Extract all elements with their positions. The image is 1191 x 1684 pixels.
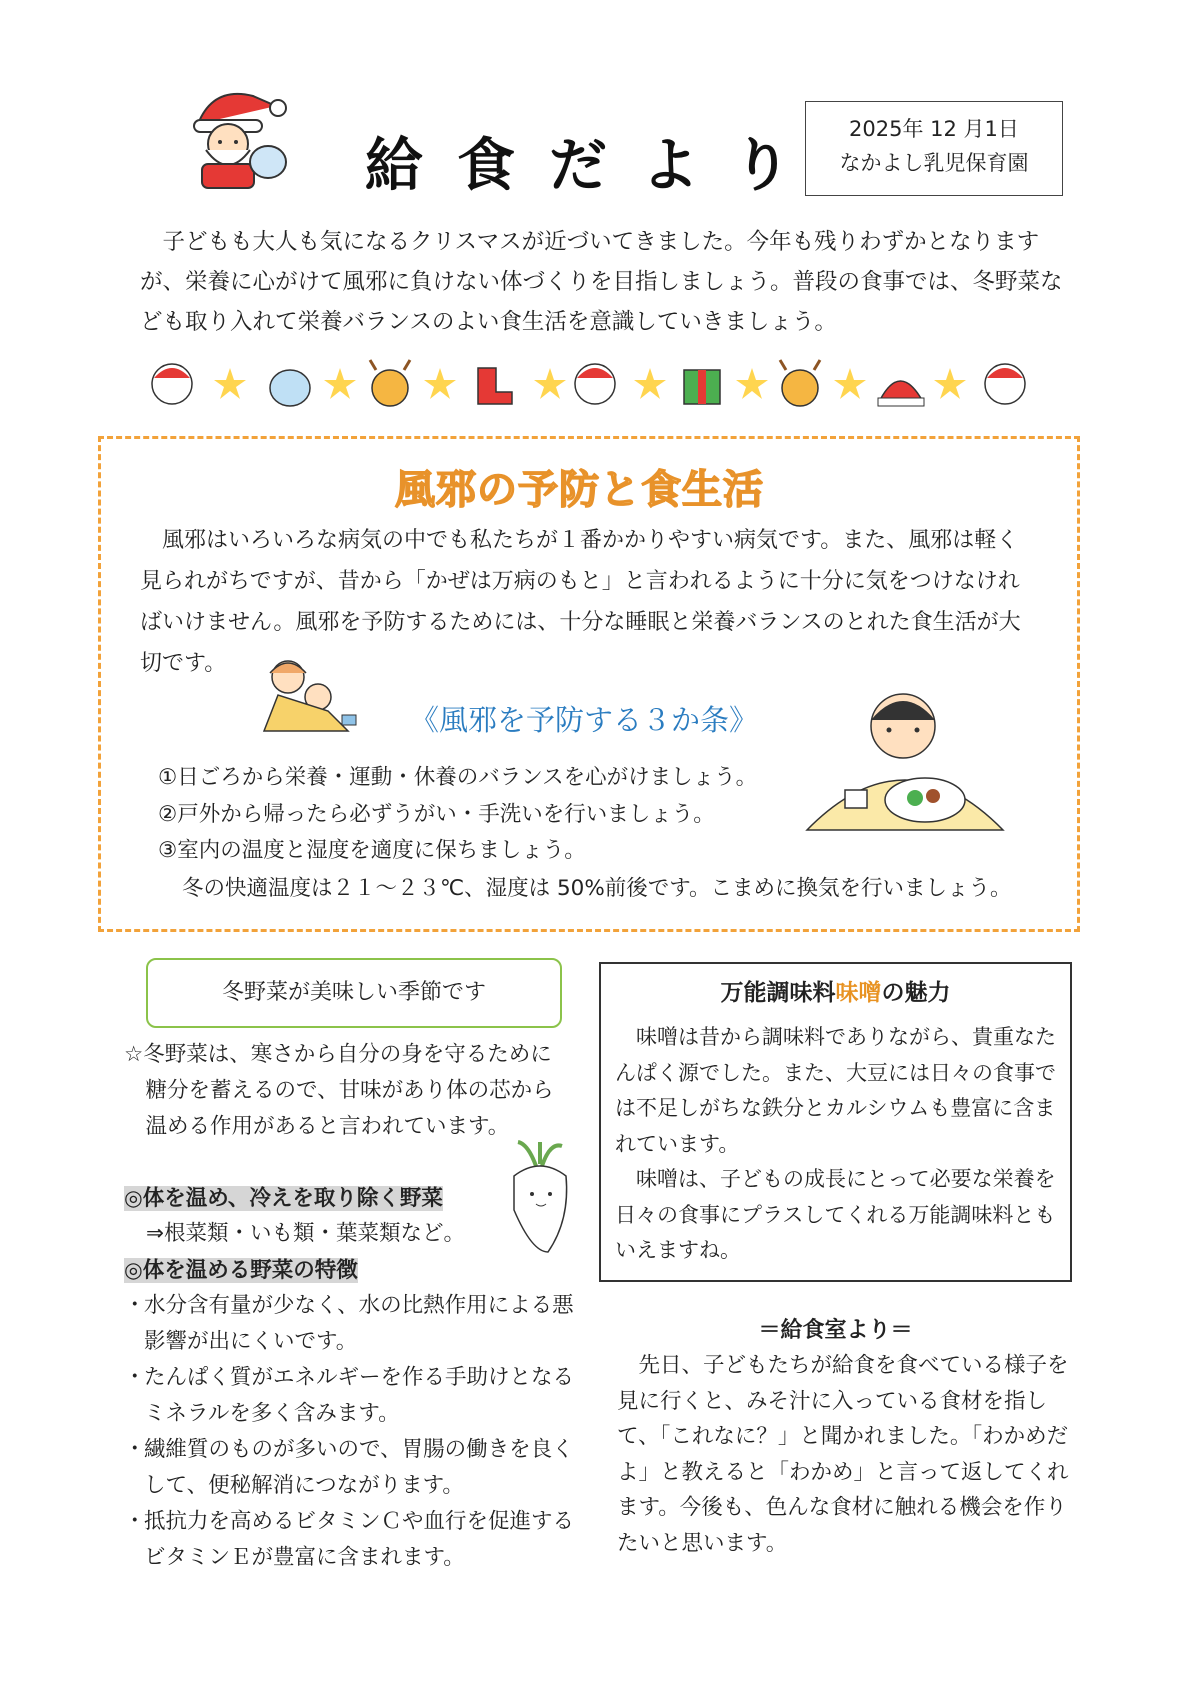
reindeer-icon	[780, 360, 820, 406]
star-icon	[424, 368, 456, 399]
intro-text: 子どもも大人も気になるクリスマスが近づいてきました。今年も残りわずかとなりますが、栄養に心がけて風邪に負けない体づくりを目指しましょう。普段の食事では、冬野菜なども取り入れて栄養バランスのよい食生活を意識していきましょう。	[140, 229, 1063, 335]
mother-child-icon	[258, 655, 373, 733]
star-icon	[534, 368, 566, 399]
star-icon	[934, 368, 966, 399]
santa-icon	[575, 364, 615, 404]
issue-date: 2025年 12 月1日	[849, 117, 1019, 141]
list-item: ・ たんぱく質がエネルギーを作る手助けとなるミネラルを多く含みます。	[124, 1365, 575, 1426]
warming-vegetables-heading	[124, 1181, 443, 1212]
santa-hat-icon	[878, 381, 924, 406]
boy-eating-icon	[805, 690, 1005, 832]
list-item: ・ 繊維質のものが多いので、胃腸の働きを良くして、便秘解消につながります。	[124, 1437, 574, 1498]
santa-icon	[168, 84, 293, 196]
rules-title: 《風邪を予防する３か条》	[410, 703, 759, 737]
daikon-icon	[492, 1140, 582, 1258]
school-name: なかよし乳児保育園	[839, 151, 1029, 175]
kitchen-text: 先日、子どもたちが給食を食べている様子を見に行くと、みそ汁に入っている食材を指して、「これなに？」と聞かれました。「わかめだよ」と教えると「わかめ」と言って返してくれます。今後も、色んな食材に触れる機会を作りたいと思います。	[617, 1353, 1069, 1556]
features-list	[124, 1288, 574, 1576]
list-item: ・ 抵抗力を高めるビタミンＣや血行を促進するビタミンＥが豊富に含まれます。	[124, 1509, 575, 1570]
rule-2: ②戸外から帰ったら必ずうがい・手洗いを行いましょう。	[158, 802, 715, 827]
santa-icon	[152, 364, 192, 404]
heading-highlight: ◎体を温める野菜の特徴	[124, 1258, 358, 1283]
kitchen-title: ＝給食室より＝	[758, 1318, 913, 1343]
vegetable-box-title: 冬野菜が美味しい季節です	[146, 958, 562, 1028]
star-icon	[634, 368, 666, 399]
gift-bag-icon	[270, 370, 310, 406]
rule-1: ①日ごろから栄養・運動・休養のバランスを心がけましょう。	[158, 765, 758, 790]
star-icon	[834, 368, 866, 399]
star-icon	[324, 368, 356, 399]
heading-highlight: ◎体を温め、冷えを取り除く野菜	[124, 1186, 443, 1211]
santa-icon	[985, 364, 1025, 404]
christmas-border	[150, 358, 1040, 410]
page-title: 給食だより	[365, 131, 826, 199]
date-box	[805, 101, 1063, 196]
miso-text: 味噌は昔から調味料でありながら、貴重なたんぱく源でした。また、大豆には日々の食事では不足しがちな鉄分とカルシウムも豊富に含まれています。 味噌は、子どもの成長にとって必要な栄養を日々の食事にプラスしてくれる万能調味料ともいえますね。	[615, 1025, 1056, 1262]
warming-vegetables-list: ⇒根菜類・いも類・葉菜類など。	[146, 1221, 466, 1246]
rule-3: ③室内の温度と湿度を適度に保ちましょう。	[158, 838, 586, 863]
features-heading	[124, 1253, 358, 1284]
miso-title: 万能調味料味噌の魅力	[720, 980, 951, 1006]
cold-section-title: 風邪の予防と食生活	[395, 467, 764, 513]
star-icon	[214, 368, 246, 399]
temperature-note: 冬の快適温度は２１～２３℃、湿度は 50%前後です。こまめに換気を行いましょう。	[182, 876, 1012, 901]
cold-section-text: 風邪はいろいろな病気の中でも私たちが１番かかりやすい病気です。また、風邪は軽く見られがちですが、昔から「かぜは万病のもと」と言われるように十分に気をつけなければいけません。風邪を予防するためには、十分な睡眠と栄養バランスのとれた食生活が大切です。	[140, 528, 1021, 676]
list-item: ・ 水分含有量が少なく、水の比熱作用による悪影響が出にくいです。	[124, 1293, 574, 1354]
star-icon	[736, 368, 768, 399]
present-icon	[684, 370, 720, 404]
vegetable-intro: ☆冬野菜は、寒さから自分の身を守るために 糖分を蓄えるので、甘味があり体の芯から 温める作用があると言われています。	[124, 1042, 554, 1139]
reindeer-icon	[370, 360, 410, 406]
boot-icon	[478, 368, 512, 404]
